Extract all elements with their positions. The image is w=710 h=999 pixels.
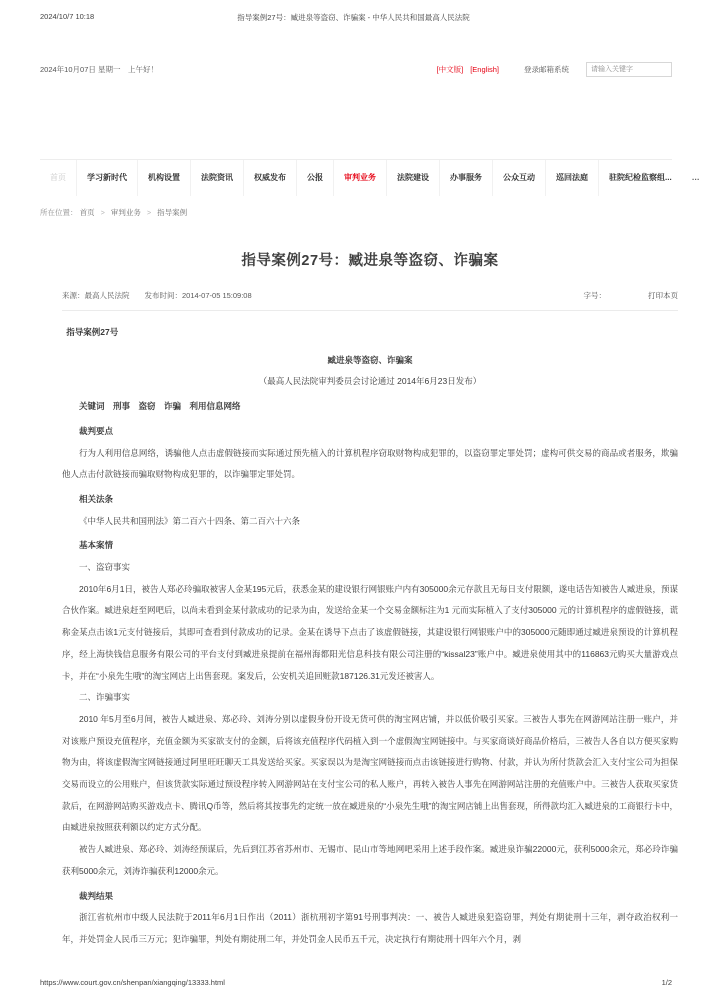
print-datetime: 2024/10/7 10:18 <box>40 12 95 21</box>
section-heading: 裁判要点 <box>79 425 114 436</box>
breadcrumb-guiding-cases[interactable]: 指导案例 <box>157 208 188 217</box>
font-size-label: 字号： <box>583 291 606 300</box>
search-input[interactable] <box>586 62 672 77</box>
article-paragraph: 2010 年5月至6月间，被告人臧进泉、郑必玲、刘涛分别以虚假身份开设无货可供的淘宝网店铺，并以低价吸引买家。三被告人事先在网游网站注册一账户，并对该账户预设充值程序，充值金额为买家欲支付的金额，后将该充值程序代码植入到一个虚假淘宝网链接中。与买家商谈好商品价格后，三被告人各自以方便买家购物为由，将该虚假淘宝网链接通过阿里旺旺聊天工具发送给买家。买家误以为是淘宝网链接而点击该链接进行购物、付款，并认为所付货款会汇入支付宝公司为担保交易而设立的公用账户，但该货款实际通过预设程序转入网游网站在支付宝公司的私人账户，再转入被告人事先在网游网站注册的充值账户中。三被告人获取买家货款后，在网游网站购买游戏点卡、腾讯Q币等，然后将其按事先约定统一放在臧进泉的“小泉先生哦”的淘宝网店铺上出售套现，所得款均汇入臧进泉的工商银行卡中，由臧进泉按照获利额以约定方式分配。 <box>62 713 678 833</box>
article-paragraph: 2010年6月1日，被告人郑必玲骗取被害人金某195元后，获悉金某的建设银行网银账户内有305000余元存款且无每日支付限额，遂电话告知被告人臧进泉，预谋合伙作案。臧进泉赶至网吧后，以尚未看到金某付款成功的记录为由，发送给金某一个交易金额标注为1 元而实际植入了支付305000 元的计算机程序的虚假链接，谎称金某点击该1元支付链接后，其即可查看到付款成功的记录。金某在诱导下点击了该虚假链接，其建设银行网银账户中的305000元随即通过臧进泉预设的计算机程序，经上海快钱信息服务有限公司的平台支付到臧进泉提前在福州海都阳光信息科技有限公司注册的“kissal23”账户中。臧进泉使用其中的116863元购买大量游戏点卡，并在“小泉先生哦”的淘宝网店上出售套现。案发后，公安机关追回赃款187126.31元发还被害人。 <box>62 583 678 681</box>
breadcrumb <box>40 207 672 217</box>
topbar-right <box>437 62 672 77</box>
keywords-line: 关键词 刑事 盗窃 诈骗 利用信息网络 <box>79 401 241 412</box>
article-paragraph: 被告人臧进泉、郑必玲、刘涛经预谋后，先后到江苏省苏州市、无锡市、昆山市等地网吧采用上述手段作案。臧进泉诈骗22000元，获利5000余元，郑必玲诈骗获利5000余元，刘涛诈骗获利12000余元。 <box>62 844 678 876</box>
nav-item-organization[interactable]: 机构设置 <box>137 160 190 196</box>
article-meta-left <box>62 290 252 301</box>
mail-login-link[interactable]: 登录邮箱系统 <box>524 65 569 74</box>
breadcrumb-separator-icon: > <box>100 210 105 217</box>
print-page-title: 指导案例27号：臧进泉等盗窃、诈骗案 - 中华人民共和国最高人民法院 <box>237 13 470 22</box>
print-page-button[interactable]: 打印本页 <box>648 291 678 300</box>
article-paragraph: 行为人利用信息网络，诱骗他人点击虚假链接而实际通过预先植入的计算机程序窃取财物构成犯罪的，以盗窃罪定罪处罚；虚构可供交易的商品或者服务，欺骗他人点击付款链接而骗取财物构成犯罪的，以诈骗罪定罪处罚。 <box>62 447 678 480</box>
nav-item-circuit-court[interactable]: 巡回法庭 <box>545 160 598 196</box>
site-banner-placeholder <box>40 77 672 159</box>
article-body <box>62 311 678 951</box>
case-title: 臧进泉等盗窃、诈骗案 <box>327 354 413 365</box>
lang-en-link[interactable]: [English] <box>470 65 499 74</box>
nav-item-court-news[interactable]: 法院资讯 <box>190 160 243 196</box>
nav-item-discipline-inspection[interactable]: 驻院纪检监察组... <box>598 160 682 196</box>
topbar <box>40 62 672 77</box>
article-paragraph: 浙江省杭州市中级人民法院于2011年6月1日作出（2011）浙杭刑初字第91号刑事判决：一、被告人臧进泉犯盗窃罪，判处有期徒刑十三年，剥夺政治权利一年，并处罚金人民币三万元；犯诈骗罪，判处有期徒刑二年，并处罚金人民币五千元，决定执行有期徒刑十四年六个月，剥 <box>62 912 678 944</box>
nav-item-trial-business[interactable]: 审判业务 <box>333 160 386 196</box>
section-heading: 裁判结果 <box>79 890 114 901</box>
article-paragraph: 二、诈骗事实 <box>79 692 131 703</box>
article-meta-right <box>584 290 679 301</box>
lang-zh-link[interactable]: [中文版] <box>436 65 464 74</box>
article-meta-row <box>62 290 678 311</box>
nav-item-study-new-era[interactable]: 学习新时代 <box>76 160 137 196</box>
section-heading: 基本案情 <box>79 540 114 551</box>
print-footer-url: https://www.court.gov.cn/shenpan/xiangqing/13333.html <box>40 978 225 987</box>
section-heading: 相关法条 <box>79 493 114 504</box>
article <box>62 249 678 951</box>
nav-item-public-interaction[interactable]: 公众互动 <box>492 160 545 196</box>
main-navigation <box>40 159 700 196</box>
greeting-text: 2024年10月07日 星期一 上午好！ <box>40 65 158 74</box>
doc-number: 指导案例27号 <box>66 327 119 337</box>
case-subtitle: （最高人民法院审判委员会讨论通过 2014年6月23日发布） <box>258 376 482 387</box>
article-paragraph: 《中华人民共和国刑法》第二百六十四条、第二百六十六条 <box>79 515 301 526</box>
nav-item-authoritative-release[interactable]: 权威发布 <box>243 160 296 196</box>
nav-item-gazette[interactable]: 公报 <box>296 160 333 196</box>
print-footer <box>0 971 707 999</box>
article-paragraph: 一、盗窃事实 <box>79 562 131 573</box>
breadcrumb-separator-icon: > <box>146 210 152 217</box>
nav-item-home[interactable]: 首页 <box>50 173 66 182</box>
article-source: 来源：最高人民法院 <box>62 291 130 300</box>
breadcrumb-trial-business[interactable]: 审判业务 <box>110 208 141 217</box>
article-publish-time: 发布时间：2014-07-05 15:09:08 <box>144 291 252 300</box>
breadcrumb-home[interactable]: 首页 <box>79 208 95 217</box>
article-title: 指导案例27号：臧进泉等盗窃、诈骗案 <box>241 253 499 269</box>
nav-item-overflow[interactable]: … <box>691 173 700 182</box>
print-footer-page-number: 1/2 <box>661 978 672 987</box>
nav-item-services[interactable]: 办事服务 <box>439 160 492 196</box>
breadcrumb-prefix: 所在位置： <box>40 208 78 217</box>
nav-item-court-construction[interactable]: 法院建设 <box>386 160 439 196</box>
